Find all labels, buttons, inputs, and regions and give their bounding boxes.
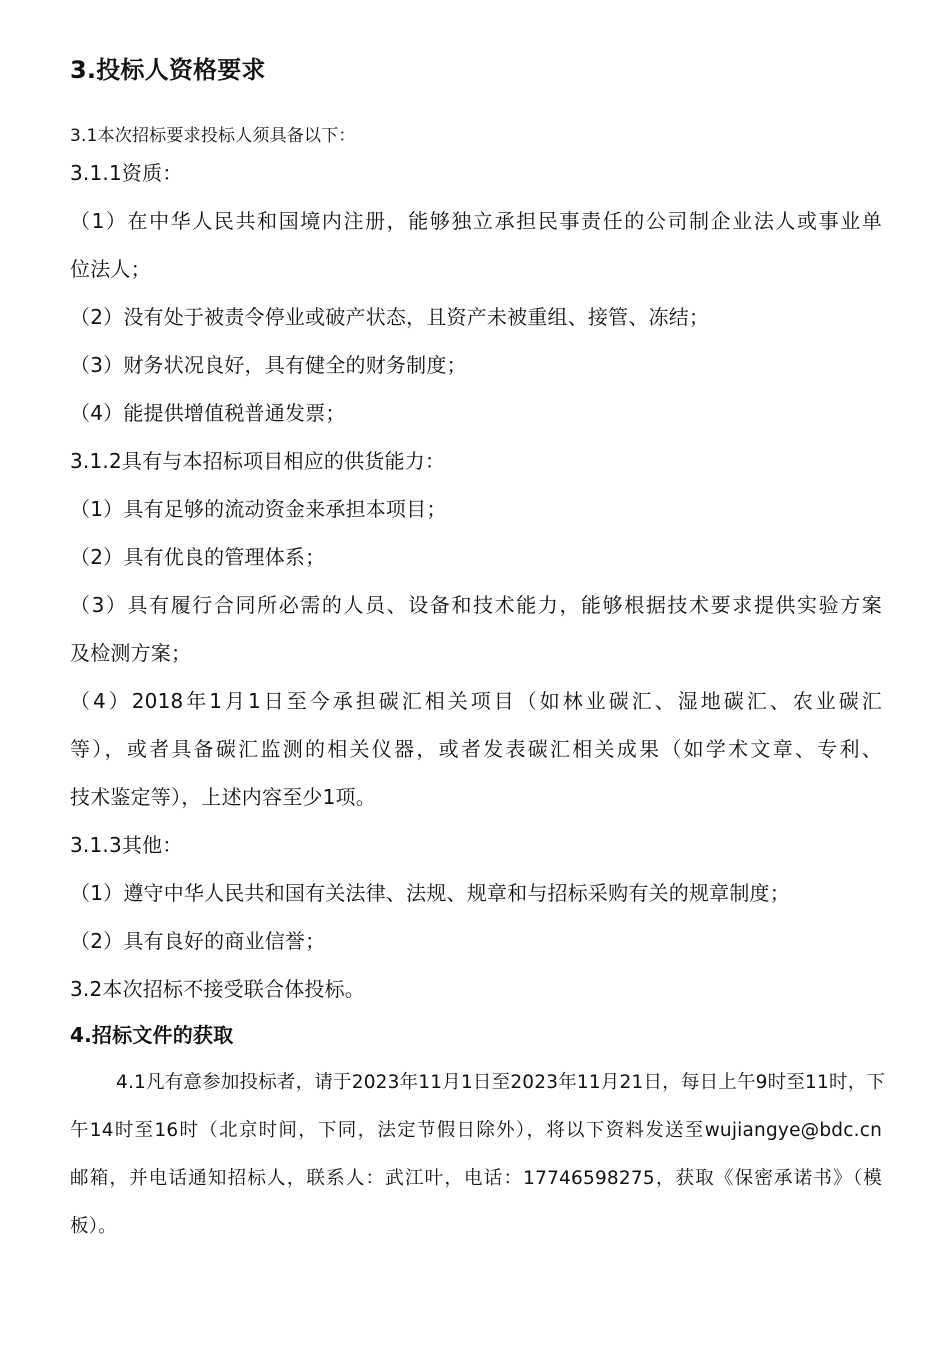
other-title: 3.1.3其他： xyxy=(70,833,183,857)
qualification-item-4: （4）能提供增值税普通发票； xyxy=(70,401,346,425)
qualification-item-1-line-1: （1）在中华人民共和国境内注册，能够独立承担民事责任的公司制企业法人或事业单 xyxy=(70,209,882,233)
joint-bid-statement: 3.2本次招标不接受联合体投标。 xyxy=(70,977,366,1001)
other-item-1: （1）遵守中华人民共和国有关法律、法规、规章和与招标采购有关的规章制度； xyxy=(70,881,790,905)
supply-item-1: （1）具有足够的流动资金来承担本项目； xyxy=(70,497,447,521)
acquisition-paragraph-line-4: 板）。 xyxy=(70,1216,117,1237)
supply-item-4-line-2: 等），或者具备碳汇监测的相关仪器，或者发表碳汇相关成果（如学术文章、专利、 xyxy=(70,737,882,761)
supply-item-3-line-2: 及检测方案； xyxy=(70,641,192,665)
qualification-item-2: （2）没有处于被责令停业或破产状态，且资产未被重组、接管、冻结； xyxy=(70,305,710,329)
qualification-item-1-line-2: 位法人； xyxy=(70,257,151,281)
supply-item-3-line-1: （3）具有履行合同所必需的人员、设备和技术能力，能够根据技术要求提供实验方案 xyxy=(70,593,882,617)
other-item-2: （2）具有良好的商业信誉； xyxy=(70,929,326,953)
acquisition-paragraph-line-2: 午14时至16时（北京时间，下同，法定节假日除外），将以下资料发送至wujiangye@bdc.cn xyxy=(70,1120,882,1141)
qualification-title: 3.1.1资质： xyxy=(70,161,183,185)
supply-item-2: （2）具有优良的管理体系； xyxy=(70,545,326,569)
section-4-heading: 4.招标文件的获取 xyxy=(70,1023,234,1047)
acquisition-paragraph-line-3: 邮箱，并电话通知招标人，联系人：武江叶，电话：17746598275，获取《保密承诺书》（模 xyxy=(70,1168,882,1189)
section-3-heading: 3.投标人资格要求 xyxy=(70,56,266,84)
intro-text: 3.1本次招标要求投标人须具备以下： xyxy=(70,126,356,146)
supply-capacity-title: 3.1.2具有与本招标项目相应的供货能力： xyxy=(70,449,446,473)
qualification-item-3: （3）财务状况良好，具有健全的财务制度； xyxy=(70,353,467,377)
supply-item-4-line-1: （4）2018年1月1日至今承担碳汇相关项目（如林业碳汇、湿地碳汇、农业碳汇 xyxy=(70,689,882,713)
acquisition-paragraph-line-1: 4.1凡有意参加投标者，请于2023年11月1日至2023年11月21日，每日上午9时至11时，下 xyxy=(116,1072,886,1093)
supply-item-4-line-3: 技术鉴定等），上述内容至少1项。 xyxy=(70,785,376,809)
